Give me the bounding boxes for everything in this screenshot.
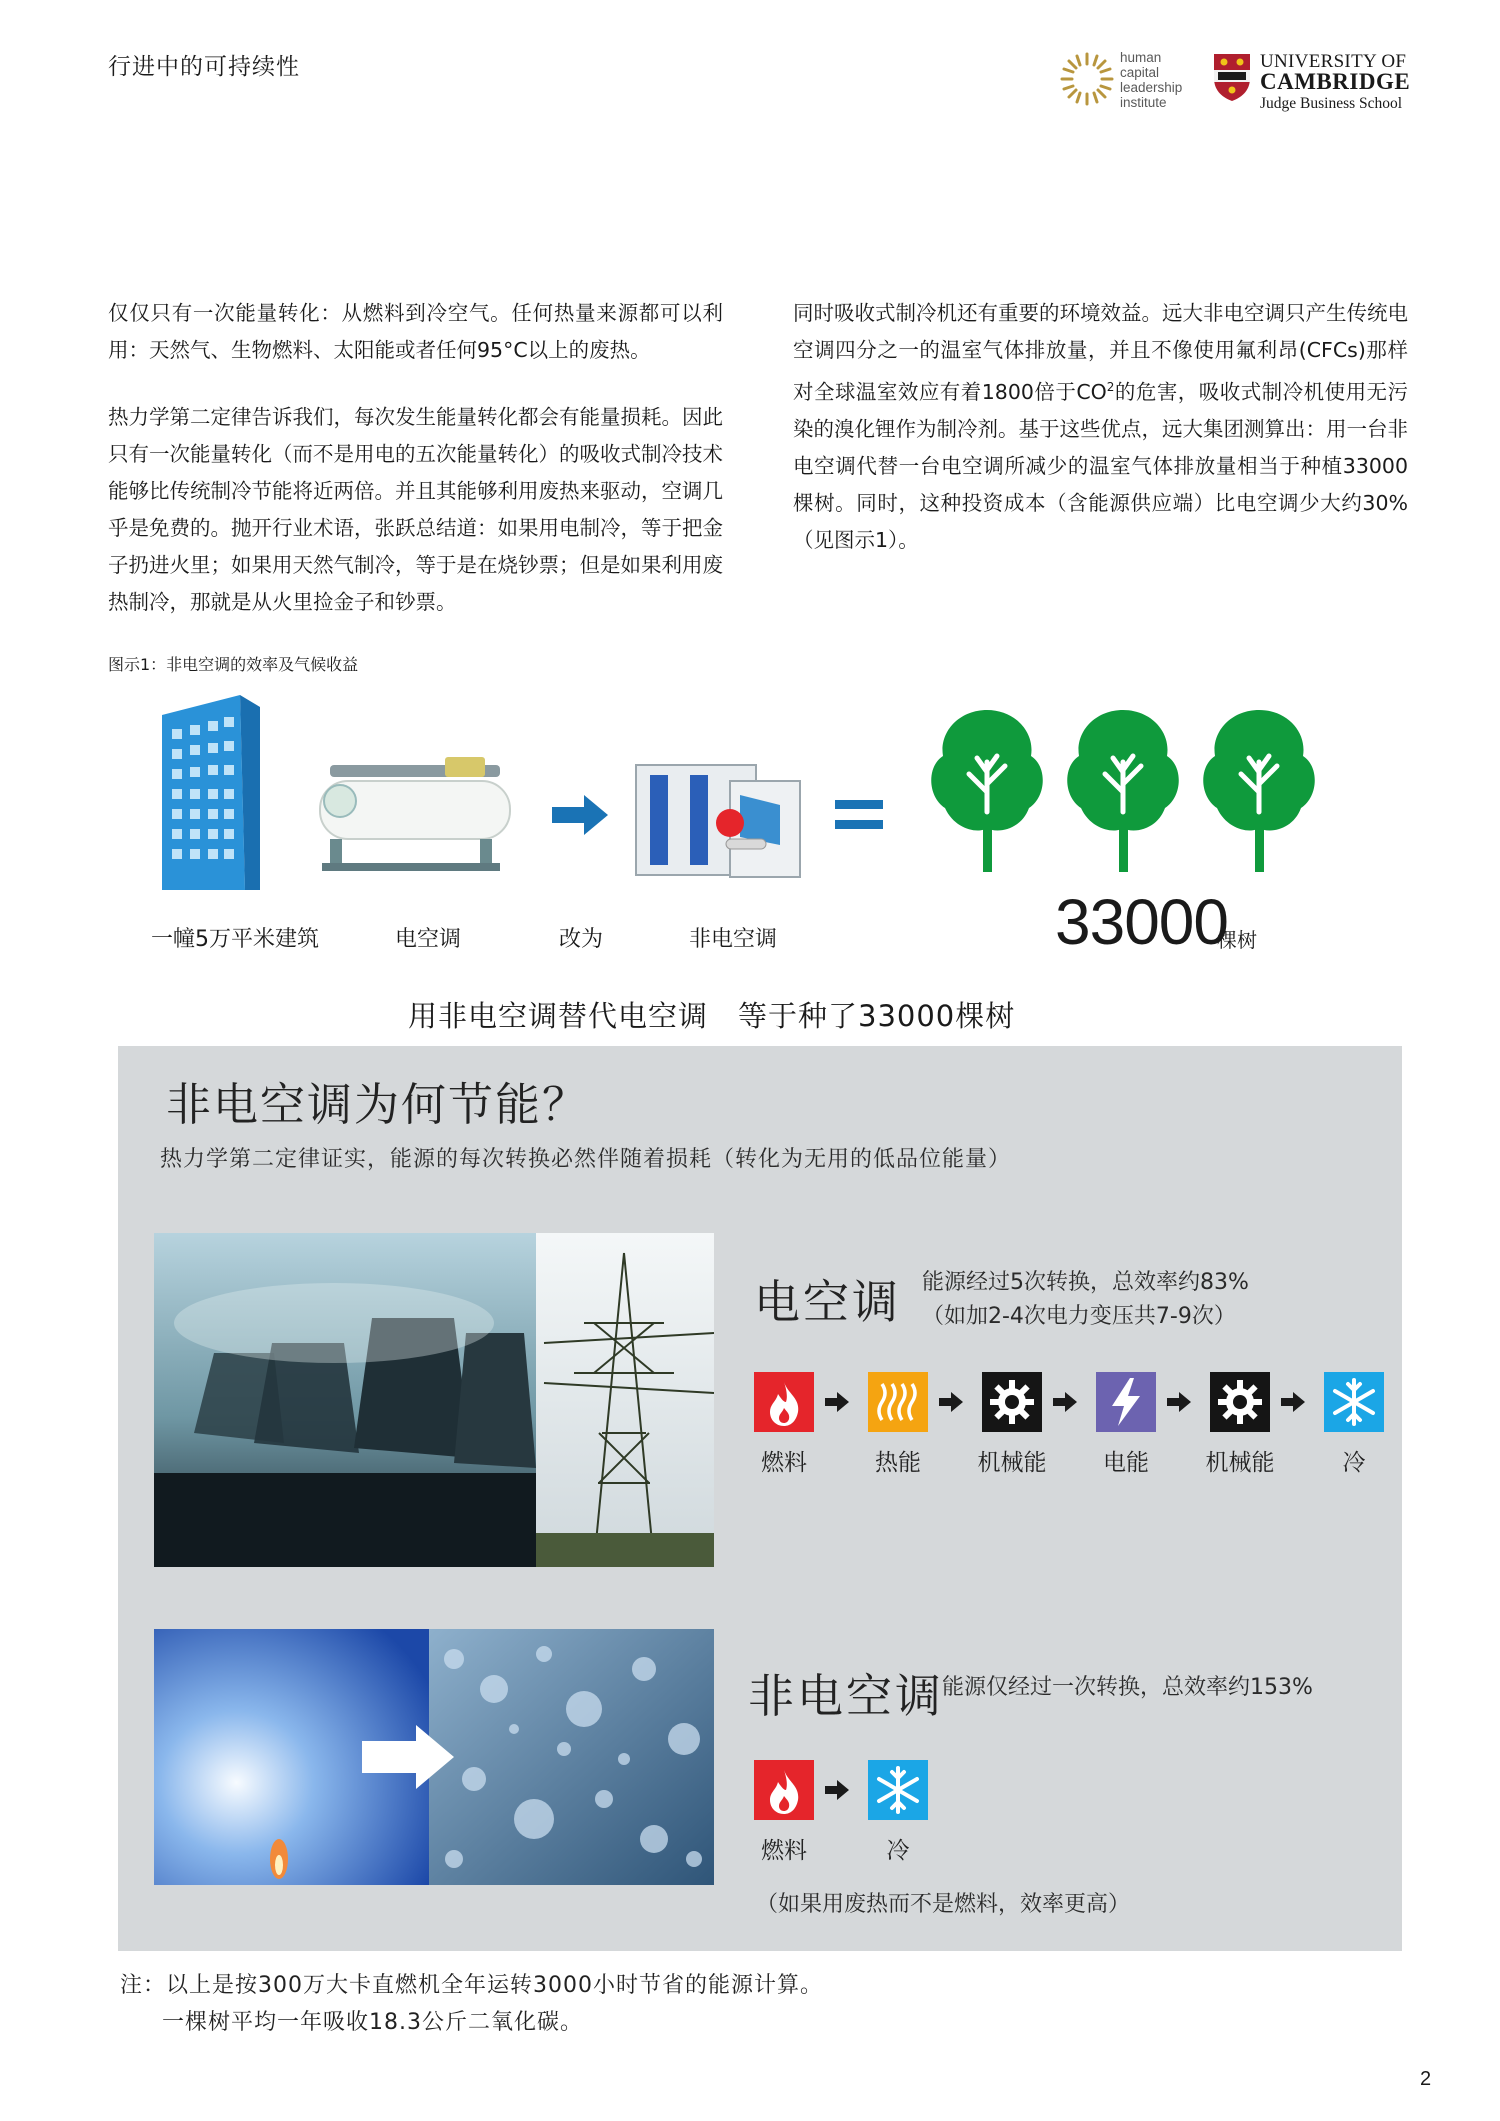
power-plant-photo <box>154 1233 714 1567</box>
step-label: 机械能 <box>977 1450 1047 1476</box>
step-label: 机械能 <box>1205 1450 1275 1476</box>
label-change-to: 改为 <box>558 927 603 952</box>
chiller-icon <box>300 745 520 875</box>
snowflake-icon <box>1324 1372 1384 1432</box>
arrow-right-icon <box>1281 1390 1305 1414</box>
cambridge-shield-icon <box>1212 52 1252 102</box>
snowflake-icon <box>868 1760 928 1820</box>
sunburst-icon <box>1058 50 1116 108</box>
fuel-icon <box>754 1760 814 1820</box>
label-electric-ac: 电空调 <box>394 927 461 952</box>
equals-icon <box>835 798 883 832</box>
absorption-chiller-icon <box>630 745 820 885</box>
step-label: 电能 <box>1103 1450 1149 1476</box>
step-label: 冷 <box>1342 1450 1366 1476</box>
gear-icon <box>982 1372 1042 1432</box>
panel-subtitle: 热力学第二定律证实，能源的每次转换必然伴随着损耗（转化为无用的低品位能量） <box>160 1147 1012 1172</box>
non-electric-ac-title: 非电空调 <box>748 1669 944 1723</box>
arrow-right-icon <box>1167 1390 1191 1414</box>
label-building: 一幢5万平米建筑 <box>151 927 319 952</box>
step-label: 燃料 <box>761 1838 807 1864</box>
heat-icon <box>868 1372 928 1432</box>
hcli-wordmark: human capital leadership institute <box>1120 50 1183 110</box>
paragraph: 同时吸收式制冷机还有重要的环境效益。远大非电空调只产生传统电空调四分之一的温室气体排放量，并且不像使用氟利昂(CFCs)那样对全球温室效应有着1800倍于$CO^2$的危害，吸收式制冷机使用无污染的溴化锂作为制冷剂。基于这些优点，远大集团测算出：用一台非电空调代替一台电空调所减少的温室气体排放量相当于种植33000棵树。同时，这种投资成本（含能源供应端）比电空调少大约30%（见图示1）。 <box>793 301 1409 552</box>
arrow-right-icon <box>825 1390 849 1414</box>
paragraph: 仅仅只有一次能量转化：从燃料到冷空气。任何热量来源都可以利用：天然气、生物燃料、太阳能或者任何95°C以上的废热。 <box>108 301 723 362</box>
cambridge-logo: UNIVERSITY OF CAMBRIDGE Judge Business School <box>1212 48 1412 114</box>
running-header: 行进中的可持续性 <box>108 54 300 80</box>
hcli-logo <box>1058 48 1203 114</box>
tree-icon <box>1203 710 1315 872</box>
figure-tagline: 用非电空调替代电空调 等于种了33000棵树 <box>408 999 1016 1033</box>
electric-ac-title: 电空调 <box>754 1275 901 1329</box>
step-label: 燃料 <box>761 1450 807 1476</box>
flame-condensation-photo <box>154 1629 714 1885</box>
footnote-line-2: 一棵树平均一年吸收18.3公斤二氧化碳。 <box>162 2010 583 2035</box>
gear-icon <box>1210 1372 1270 1432</box>
label-non-electric-ac: 非电空调 <box>688 927 777 952</box>
body-right-column <box>793 295 1408 589</box>
tree-icon <box>931 710 1043 872</box>
trees-count: 33000 <box>1055 886 1228 958</box>
fuel-icon <box>754 1372 814 1432</box>
arrow-right-icon <box>1053 1390 1077 1414</box>
arrow-right-icon <box>825 1778 849 1802</box>
body-left-column <box>108 295 723 651</box>
figure-caption: 图示1：非电空调的效率及气候收益 <box>108 655 359 674</box>
non-electric-ac-desc: 能源仅经过一次转换，总效率约153% <box>942 1675 1313 1700</box>
paragraph: 热力学第二定律告诉我们，每次发生能量转化都会有能量损耗。因此只有一次能量转化（而不是用电的五次能量转化）的吸收式制冷技术能够比传统制冷节能将近两倍。并且其能够利用废热来驱动，空调几乎是免费的。抛开行业术语，张跃总结道：如果用电制冷，等于把金子扔进火里；如果用天然气制冷，等于是在烧钞票；但是如果利用废热制冷，那就是从火里捡金子和钞票。 <box>108 405 723 614</box>
step-label: 冷 <box>886 1838 910 1864</box>
right-arrow-icon <box>552 795 608 835</box>
electric-chiller-illustration <box>300 745 520 875</box>
page-number: 2 <box>1420 2068 1432 2090</box>
electric-ac-desc: 能源经过5次转换，总效率约83% （如加2-4次电力变压共7-9次） <box>922 1270 1249 1329</box>
panel-title: 非电空调为何节能？ <box>166 1078 590 1131</box>
energy-saving-panel <box>118 1046 1402 1951</box>
waste-heat-note: （如果用废热而不是燃料，效率更高） <box>756 1892 1131 1917</box>
non-electric-chiller-illustration <box>630 745 820 885</box>
trees-unit: 棵树 <box>1217 928 1257 952</box>
lightning-icon <box>1096 1372 1156 1432</box>
step-label: 热能 <box>875 1450 921 1476</box>
trees-icon <box>925 700 1325 880</box>
tree-icon <box>1067 710 1179 872</box>
footnote-line-1: 注：以上是按300万大卡直燃机全年运转3000小时节省的能源计算。 <box>120 1973 823 1998</box>
arrow-right-icon <box>939 1390 963 1414</box>
